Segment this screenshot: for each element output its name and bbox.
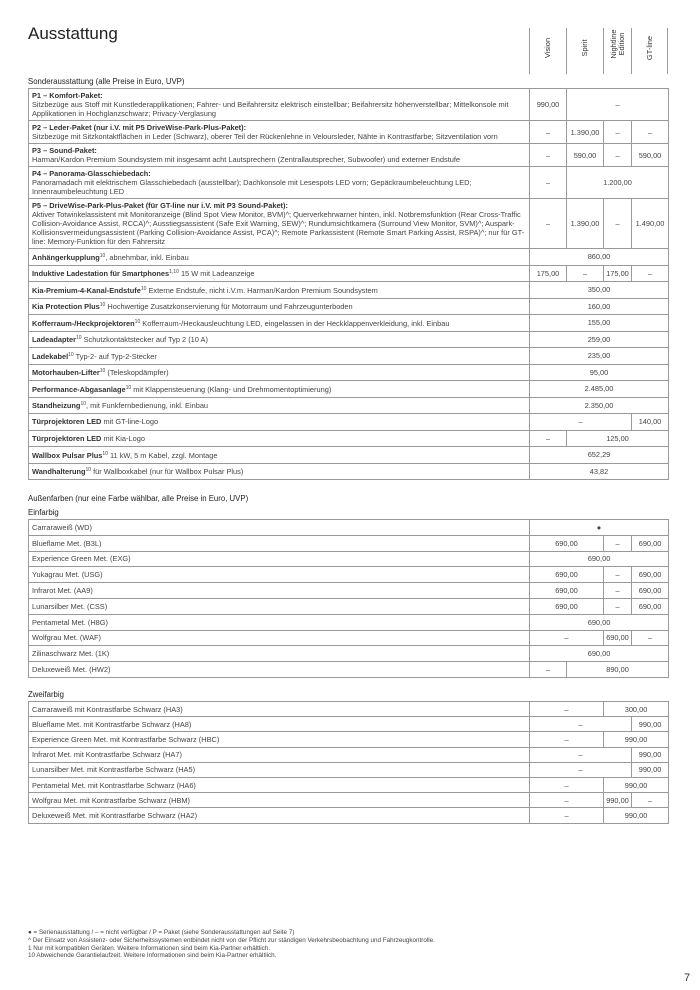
price-cell: 690,00 bbox=[530, 535, 604, 551]
item-text: , abnehmbar, inkl. Einbau bbox=[105, 252, 189, 262]
item-text: Externe Endstufe, nicht i.V.m. Harman/Kardon Premium Soundsystem bbox=[146, 285, 378, 295]
price-cell: – bbox=[530, 777, 604, 792]
item-text: Deluxeweiß Met. (HW2) bbox=[32, 665, 111, 675]
item-text: Harman/Kardon Premium Soundsystem mit insgesamt acht Lautsprechern (Zentrallautsprecher, Subwoofer) und externer Endstufe bbox=[32, 155, 461, 164]
table-row bbox=[29, 535, 669, 551]
price-cell: 590,00 bbox=[632, 144, 669, 167]
price-cell: – bbox=[632, 265, 669, 282]
footnote-ref: 10 bbox=[99, 368, 106, 375]
footnote-ref: 10 bbox=[125, 384, 132, 391]
price-cell: 690,00 bbox=[530, 583, 604, 599]
footnote-ref: 10 bbox=[134, 318, 141, 325]
price-cell: – bbox=[604, 567, 632, 583]
item-description bbox=[29, 747, 530, 762]
price-cell: 690,00 bbox=[632, 598, 669, 614]
footnote: ^ Der Einsatz von Assistenz- oder Sicherheitssystemen entbindet nicht von der Pflicht zur ständigen Verkehrsbeobachtung und Fahrzeugkontrolle. bbox=[28, 936, 435, 944]
item-text: Lunarsilber Met. (CSS) bbox=[32, 601, 108, 611]
item-description bbox=[29, 762, 530, 777]
price-cell: – bbox=[530, 144, 567, 167]
price-cell: ● bbox=[530, 520, 669, 536]
price-cell: – bbox=[530, 702, 604, 717]
page-title: Ausstattung bbox=[28, 24, 118, 43]
price-cell: – bbox=[604, 199, 632, 249]
item-text: 15 W mit Ladeanzeige bbox=[178, 269, 255, 279]
item-text: mit GT-line-Logo bbox=[101, 417, 159, 427]
table-row bbox=[29, 167, 669, 199]
footnote: ● = Serienausstattung / – = nicht verfügbar / P = Paket (siehe Sonderausstattungen auf Seite 7) bbox=[28, 929, 295, 936]
price-cell: – bbox=[530, 630, 604, 646]
price-cell: 1.390,00 bbox=[567, 121, 604, 144]
table-row bbox=[29, 414, 669, 431]
price-cell: 175,00 bbox=[530, 265, 567, 282]
price-cell: – bbox=[604, 535, 632, 551]
table-row bbox=[29, 777, 669, 792]
price-cell: 155,00 bbox=[530, 315, 669, 332]
sonder-heading: Sonderausstattung (alle Preise in Euro, UVP) bbox=[28, 77, 185, 86]
item-description bbox=[29, 732, 530, 747]
table-row bbox=[29, 662, 669, 678]
table-row bbox=[29, 199, 669, 249]
item-title: P4 – Panorama-Glasschiebedach: bbox=[32, 169, 151, 178]
price-cell: – bbox=[530, 808, 604, 823]
einfarbig-heading: Einfarbig bbox=[28, 508, 59, 517]
column-label: GT-line bbox=[644, 35, 654, 61]
price-cell: 990,00 bbox=[530, 89, 567, 121]
sonderausstattung-table bbox=[28, 88, 669, 480]
item-text: Infrarot Met. mit Kontrastfarbe Schwarz (HA7) bbox=[32, 750, 182, 760]
price-cell: – bbox=[604, 598, 632, 614]
item-text: Wolfgrau Met. (WAF) bbox=[32, 633, 101, 643]
item-title: Kia Protection Plus bbox=[32, 302, 100, 312]
item-description bbox=[29, 717, 530, 732]
price-cell: 140,00 bbox=[632, 414, 669, 431]
item-description bbox=[29, 567, 530, 583]
item-text: Experience Green Met. (EXG) bbox=[32, 554, 131, 564]
item-description bbox=[29, 702, 530, 717]
price-cell: – bbox=[530, 762, 632, 777]
item-description bbox=[29, 777, 530, 792]
price-cell: 690,00 bbox=[632, 567, 669, 583]
price-cell: – bbox=[604, 583, 632, 599]
item-description bbox=[29, 331, 530, 348]
item-text: Wolfgrau Met. mit Kontrastfarbe Schwarz (HBM) bbox=[32, 795, 190, 805]
item-text: Pentametal Met. (H8G) bbox=[32, 617, 108, 627]
table-row bbox=[29, 551, 669, 567]
item-description bbox=[29, 598, 530, 614]
table-row bbox=[29, 381, 669, 398]
price-cell: – bbox=[567, 265, 604, 282]
price-cell: 860,00 bbox=[530, 249, 669, 266]
table-row bbox=[29, 808, 669, 823]
item-title: Türprojektoren LED bbox=[32, 433, 102, 443]
footnote: 10 Abweichende Garantielaufzeit. Weitere Informationen sind beim Kia-Partner erhältlich. bbox=[28, 952, 277, 960]
item-description bbox=[29, 282, 530, 299]
price-cell: 990,00 bbox=[632, 747, 669, 762]
table-row bbox=[29, 144, 669, 167]
column-label: Nightline Edition bbox=[608, 29, 626, 59]
table-row bbox=[29, 364, 669, 381]
item-description bbox=[29, 298, 530, 315]
item-text: mit Klappensteuerung (Klang- und Drehmomentoptimierung) bbox=[131, 384, 332, 394]
price-cell: 990,00 bbox=[604, 808, 669, 823]
table-row bbox=[29, 567, 669, 583]
footnote-ref: 1,10 bbox=[169, 269, 179, 276]
item-text: Zilinaschwarz Met. (1K) bbox=[32, 649, 110, 659]
table-row bbox=[29, 747, 669, 762]
table-row bbox=[29, 430, 669, 447]
item-text: Hochwertige Zusatzkonservierung für Motorraum und Fahrzeugunterboden bbox=[105, 302, 353, 312]
table-row bbox=[29, 447, 669, 464]
zweifarbig-heading: Zweifarbig bbox=[28, 690, 64, 699]
table-row bbox=[29, 397, 669, 414]
price-cell: – bbox=[530, 199, 567, 249]
price-cell: 1.490,00 bbox=[632, 199, 669, 249]
item-description bbox=[29, 793, 530, 808]
item-text: Deluxeweiß Met. mit Kontrastfarbe Schwarz (HA2) bbox=[32, 810, 198, 820]
table-row bbox=[29, 732, 669, 747]
price-cell: 1.200,00 bbox=[567, 167, 669, 199]
item-description bbox=[29, 583, 530, 599]
price-cell: 235,00 bbox=[530, 348, 669, 365]
item-title: Kofferraum-/Heckprojektoren bbox=[32, 318, 135, 328]
item-text: Panoramadach mit elektrischem Glasschiebedach (ausstellbar); Dachkonsole mit Lesespots LED vorn; Gepäckraumbeleuchtung LED; Innenraumbeleuchtung LED bbox=[32, 178, 472, 196]
footnote-ref: 10 bbox=[140, 285, 147, 292]
item-text: 11 kW, 5 m Kabel, zzgl. Montage bbox=[107, 450, 218, 460]
item-title: Ladekabel bbox=[32, 351, 69, 361]
price-cell: – bbox=[530, 121, 567, 144]
price-cell: 300,00 bbox=[604, 702, 669, 717]
item-description bbox=[29, 614, 530, 630]
footnote-ref: 10 bbox=[99, 302, 106, 309]
price-cell: – bbox=[567, 89, 669, 121]
item-text: Yukagrau Met. (USG) bbox=[32, 570, 103, 580]
table-row bbox=[29, 762, 669, 777]
item-title: Türprojektoren LED bbox=[32, 417, 102, 427]
footnote: 1 Nur mit kompatiblen Geräten. Weitere Informationen sind beim Kia-Partner erhältlich. bbox=[28, 944, 271, 952]
price-cell: 125,00 bbox=[567, 430, 669, 447]
colors-heading: Außenfarben (nur eine Farbe wählbar, alle Preise in Euro, UVP) bbox=[28, 494, 249, 503]
item-text: (Teleskopdämpfer) bbox=[105, 368, 169, 378]
item-description bbox=[29, 265, 530, 282]
price-cell: – bbox=[530, 430, 567, 447]
trim-column-headers bbox=[529, 28, 668, 74]
table-row bbox=[29, 614, 669, 630]
item-title: P1 – Komfort-Paket: bbox=[32, 91, 103, 100]
table-row bbox=[29, 282, 669, 299]
item-description bbox=[29, 249, 530, 266]
item-text: Schutzkontaktstecker auf Typ 2 (10 A) bbox=[81, 335, 208, 345]
price-cell: – bbox=[530, 414, 632, 431]
price-cell: 2.350,00 bbox=[530, 397, 669, 414]
item-title: Motorhauben-Lifter bbox=[32, 368, 100, 378]
price-cell: – bbox=[530, 793, 604, 808]
table-row bbox=[29, 315, 669, 332]
footnote-ref: 10 bbox=[85, 467, 92, 474]
price-cell: 690,00 bbox=[530, 551, 669, 567]
price-cell: – bbox=[530, 167, 567, 199]
item-description bbox=[29, 167, 530, 199]
item-title: P2 – Leder-Paket (nur i.V. mit P5 DriveWise-Park-Plus-Paket): bbox=[32, 123, 247, 132]
item-description bbox=[29, 414, 530, 431]
price-cell: – bbox=[632, 630, 669, 646]
table-row bbox=[29, 702, 669, 717]
item-text: für Wallboxkabel (nur für Wallbox Pulsar Plus) bbox=[91, 467, 244, 477]
zweifarbig-table bbox=[28, 701, 669, 824]
item-text: Aktiver Totwinkelassistent mit Monitoranzeige (Blind Spot View Monitor, BVM)^; Querverkehrwarner hinten, inkl. Notbremsfunktion (Rear Cross-Traffic Collision-Avoidance Assist, RCCA)^; Ausstiegsassistent (Safe Exit Warning, SEW)^; Rundumsichtkamera (Surround View Monitor, SVM)^; Auspark-Kollisionsvermeidungsassistent (Parking Collision-Avoidance Assist, PCA)^; Remote Parkassistent (Remote Smart Parking Assist, RSPA)^; nur für GT-line: Memory-Funktion für den Fahrersitz bbox=[32, 210, 525, 246]
item-description bbox=[29, 315, 530, 332]
table-row bbox=[29, 348, 669, 365]
column-gt-line bbox=[631, 28, 668, 74]
item-title: Wallbox Pulsar Plus bbox=[32, 450, 103, 460]
item-title: P3 – Sound-Paket: bbox=[32, 146, 97, 155]
item-title: Induktive Ladestation für Smartphones bbox=[32, 269, 170, 279]
price-cell: – bbox=[530, 747, 632, 762]
item-title: Wandhalterung bbox=[32, 467, 86, 477]
price-cell: 690,00 bbox=[530, 598, 604, 614]
item-text: Sitzbezüge aus Stoff mit Kunstlederapplikationen; Fahrer- und Beifahrersitz elektrisch einstellbar; Beifahrersitz höhenverstellbar; Mittelkonsole mit Applikationen in Hochglanzschwarz; Privacy-Verglasung bbox=[32, 100, 509, 118]
table-row bbox=[29, 463, 669, 480]
item-text: Carraraweiß mit Kontrastfarbe Schwarz (HA3) bbox=[32, 704, 183, 714]
item-description bbox=[29, 630, 530, 646]
price-cell: 175,00 bbox=[604, 265, 632, 282]
table-row bbox=[29, 520, 669, 536]
column-spirit bbox=[566, 28, 603, 74]
price-cell: – bbox=[530, 717, 632, 732]
footnote-ref: 10 bbox=[99, 252, 106, 259]
item-title: P5 – DriveWise-Park-Plus-Paket (für GT-line nur i.V. mit P3 Sound-Paket): bbox=[32, 201, 288, 210]
item-description bbox=[29, 199, 530, 249]
price-cell: 890,00 bbox=[567, 662, 669, 678]
table-row bbox=[29, 298, 669, 315]
price-cell: 690,00 bbox=[530, 614, 669, 630]
table-row bbox=[29, 331, 669, 348]
item-text: Blueflame Met. mit Kontrastfarbe Schwarz (HA8) bbox=[32, 719, 192, 729]
price-cell: 690,00 bbox=[632, 583, 669, 599]
price-cell: 95,00 bbox=[530, 364, 669, 381]
price-cell: 259,00 bbox=[530, 331, 669, 348]
item-text: Carraraweiß (WD) bbox=[32, 522, 92, 532]
item-description bbox=[29, 551, 530, 567]
item-text: Lunarsilber Met. mit Kontrastfarbe Schwarz (HA5) bbox=[32, 765, 196, 775]
table-row bbox=[29, 89, 669, 121]
price-cell: 990,00 bbox=[632, 762, 669, 777]
table-row bbox=[29, 265, 669, 282]
price-cell: 690,00 bbox=[530, 567, 604, 583]
item-description bbox=[29, 430, 530, 447]
price-cell: 652,29 bbox=[530, 447, 669, 464]
footnote-ref: 10 bbox=[75, 335, 82, 342]
item-description bbox=[29, 144, 530, 167]
item-text: Blueflame Met. (B3L) bbox=[32, 538, 102, 548]
footnotes bbox=[28, 929, 435, 960]
price-cell: – bbox=[604, 144, 632, 167]
price-cell: 590,00 bbox=[567, 144, 604, 167]
item-description bbox=[29, 535, 530, 551]
table-row bbox=[29, 249, 669, 266]
item-title: Standheizung bbox=[32, 401, 81, 411]
price-cell: 990,00 bbox=[632, 717, 669, 732]
item-description bbox=[29, 364, 530, 381]
item-text: Experience Green Met. mit Kontrastfarbe Schwarz (HBC) bbox=[32, 734, 220, 744]
item-description bbox=[29, 808, 530, 823]
item-title: Anhängerkupplung bbox=[32, 252, 100, 262]
price-cell: 160,00 bbox=[530, 298, 669, 315]
table-row bbox=[29, 630, 669, 646]
price-cell: 990,00 bbox=[604, 732, 669, 747]
column-label: Vision bbox=[543, 37, 552, 59]
item-description bbox=[29, 520, 530, 536]
einfarbig-table bbox=[28, 519, 669, 678]
footnote-ref: 10 bbox=[68, 351, 74, 358]
price-cell: – bbox=[632, 121, 669, 144]
price-cell: – bbox=[530, 732, 604, 747]
item-description bbox=[29, 348, 530, 365]
price-cell: – bbox=[632, 793, 669, 808]
price-cell: 2.485,00 bbox=[530, 381, 669, 398]
item-description bbox=[29, 381, 530, 398]
table-row bbox=[29, 793, 669, 808]
price-cell: – bbox=[604, 121, 632, 144]
item-title: Performance-Abgasanlage bbox=[32, 384, 126, 394]
table-row bbox=[29, 598, 669, 614]
price-cell: – bbox=[530, 662, 567, 678]
item-description bbox=[29, 662, 530, 678]
item-description bbox=[29, 89, 530, 121]
page-number: 7 bbox=[684, 972, 691, 984]
price-cell: 350,00 bbox=[530, 282, 669, 299]
item-title: Ladeadapter bbox=[32, 335, 76, 345]
price-cell: 990,00 bbox=[604, 793, 632, 808]
price-cell: 690,00 bbox=[632, 535, 669, 551]
item-text: Pentametal Met. mit Kontrastfarbe Schwarz (HA6) bbox=[32, 780, 196, 790]
item-description bbox=[29, 463, 530, 480]
table-row bbox=[29, 121, 669, 144]
table-row bbox=[29, 717, 669, 732]
column-vision bbox=[529, 28, 566, 74]
item-description bbox=[29, 447, 530, 464]
item-description bbox=[29, 397, 530, 414]
table-row bbox=[29, 646, 669, 662]
item-text: Kofferraum-/Heckausleuchtung LED, eingelassen in der Heckklappenverkleidung, inkl. Einbau bbox=[140, 318, 450, 328]
footnote-ref: 10 bbox=[80, 401, 87, 408]
item-text: Infrarot Met. (AA9) bbox=[32, 586, 93, 596]
column-label: Spirit bbox=[580, 39, 589, 57]
price-cell: 1.390,00 bbox=[567, 199, 604, 249]
table-row bbox=[29, 583, 669, 599]
column-nightline-edition bbox=[603, 28, 631, 74]
price-cell: 690,00 bbox=[604, 630, 632, 646]
item-text: , mit Funkfernbedienung, inkl. Einbau bbox=[86, 401, 209, 411]
price-cell: 690,00 bbox=[530, 646, 669, 662]
footnote-ref: 10 bbox=[102, 450, 108, 457]
item-title: Kia-Premium-4-Kanal-Endstufe bbox=[32, 285, 141, 295]
price-cell: 990,00 bbox=[604, 777, 669, 792]
item-description bbox=[29, 121, 530, 144]
item-text: Sitzbezüge mit Sitzkontaktflächen in Leder (Schwarz), oberer Teil der Rückenlehne in Veloursleder, Nähte in Kontrastfarbe; Sitzventilation vorn bbox=[32, 132, 498, 141]
item-text: Typ-2- auf Typ-2-Stecker bbox=[73, 351, 157, 361]
price-cell: 43,82 bbox=[530, 463, 669, 480]
item-description bbox=[29, 646, 530, 662]
item-text: mit Kia-Logo bbox=[101, 433, 145, 443]
